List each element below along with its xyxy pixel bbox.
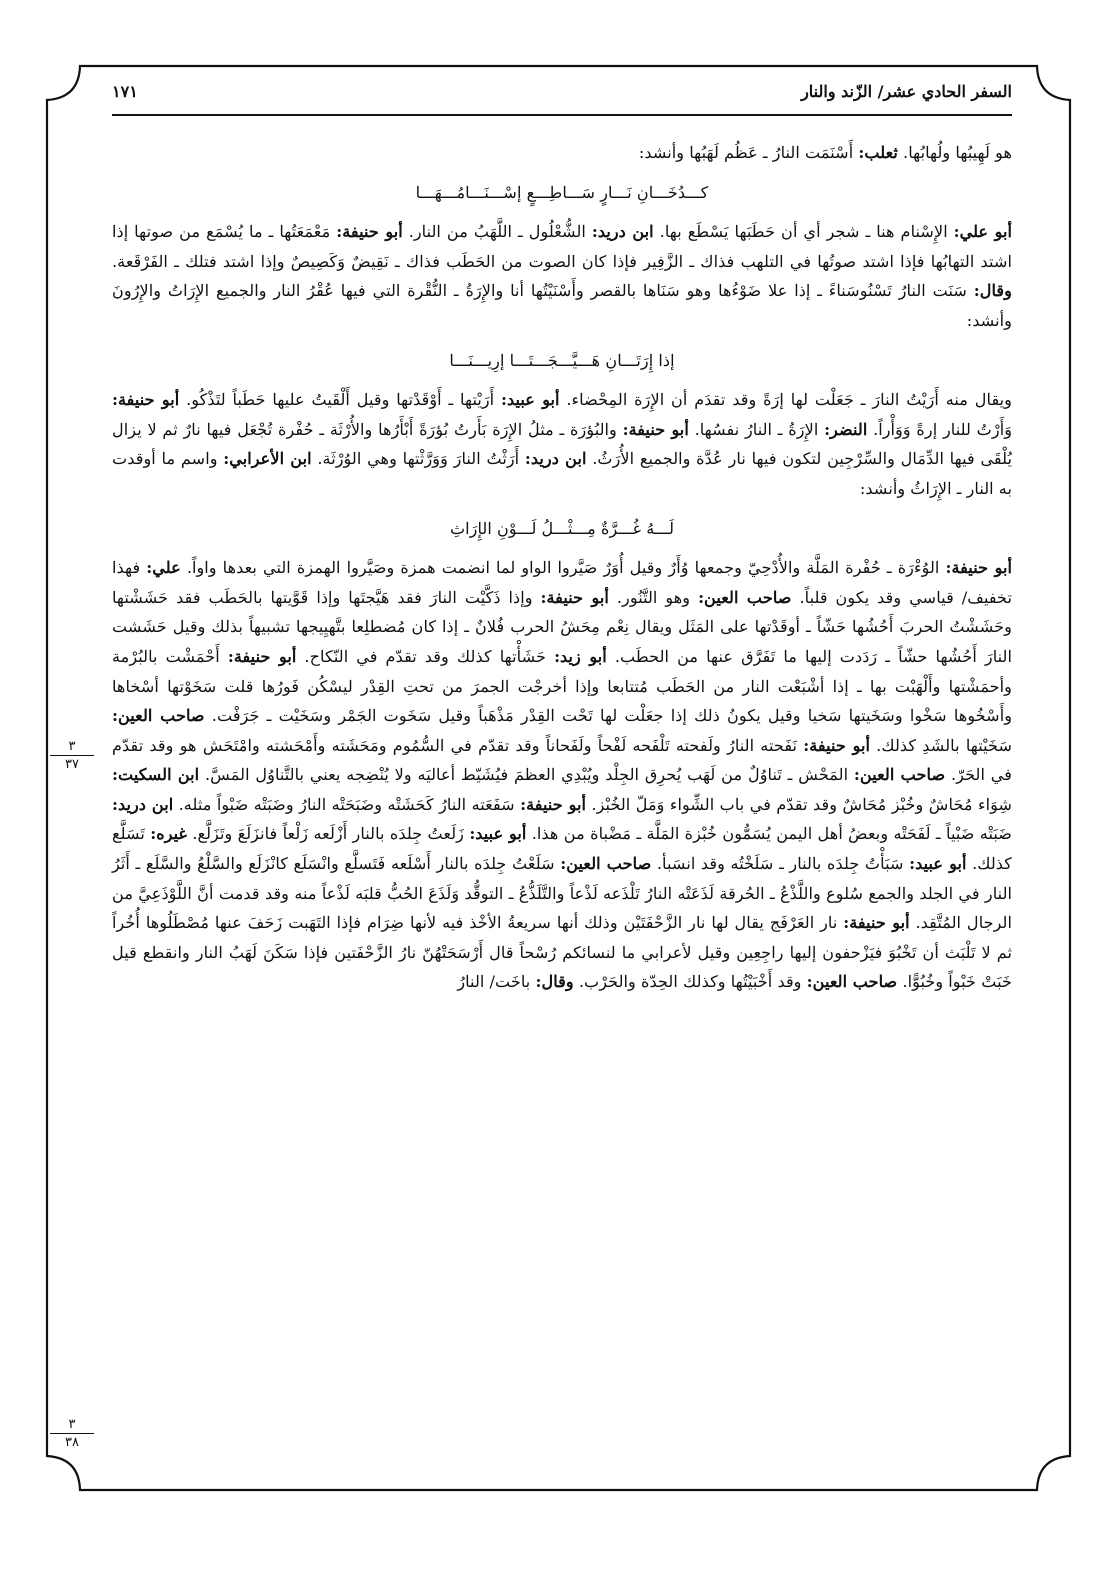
text-run: ضَبَتْه ضَبْياً ـ لَفَحَتْه وبعضُ أهل اليمن يُسَمُّون خُبْزة المَلَّة ـ مَضْباة من هذا. xyxy=(526,824,1012,844)
text-run: سَبَأْتُ جِلدَه بالنار ـ سَلَخْتُه وقد انسَبأ. xyxy=(651,854,910,874)
text-run: حَشَأْتها كذلك وقد تقدّم في النّكاح. xyxy=(296,646,555,666)
running-title: السفر الحادي عشر/ الزّند والنار xyxy=(801,81,1012,101)
folio-divider xyxy=(50,755,94,756)
margin-folio-note xyxy=(44,1418,100,1449)
speaker-label: صاحب العين: xyxy=(112,706,205,726)
text-run: أَرَثْتُ النارَ وَوَرَّثْتها وهي الوُرْثَة. xyxy=(311,449,525,469)
verse-line: كـــدُخَـــانِ نَـــارٍ سَـــاطِـــعٍ إسْـــنَـــامُـــهَـــا xyxy=(415,182,709,202)
folio-divider xyxy=(50,1433,94,1434)
text-run: المَحْش ـ تَناوُلٌ من لَهَب يُحرِق الجِلْد ويُبْدِي العظمَ فيُشَيّط أعاليَه ولا يُنْضِجه يعني بالتَّناوُل المَسَّ. xyxy=(199,765,854,785)
paragraph xyxy=(112,553,1012,997)
text-run: نَفَحته النارُ ولَفحته تَلْفَحه لَفْحاً ولَفَحاناً وقد تقدّم في السُّمُوم ومَحَشَته وأَمْحَشته وامْتَحَش هو وقد تقدّم في الحَرّ. xyxy=(112,735,1012,785)
speaker-label: صاحب العين: xyxy=(853,765,946,785)
speaker-label: صاحب العين: xyxy=(560,854,652,874)
text-run: فهذا تخفيف/ قياسي وقد يكون قلباً. xyxy=(112,558,1013,607)
text-run: سَخَيْتها بالشَدِ كذلك. xyxy=(869,735,1013,755)
paragraph xyxy=(112,138,1012,168)
paragraph xyxy=(112,217,1012,335)
text-run: باخَت/ النارُ xyxy=(457,972,536,992)
speaker-label: وقال: xyxy=(535,972,574,992)
text-run: زَلَعتُ جِلدَه بالنار أَزْلَعه زَلْعاً فانزَلَعَ وتَزَلَّع. xyxy=(187,824,470,844)
speaker-label: أبو حنيفة: xyxy=(112,390,180,410)
speaker-label: أبو حنيفة: xyxy=(622,419,689,439)
folio-bottom: ٣٧ xyxy=(65,757,79,772)
speaker-label: علي: xyxy=(146,558,181,578)
speaker-label: صاحب العين: xyxy=(806,972,898,992)
text-run: الشُّعْلُول ـ اللَّهَبُ من النار. xyxy=(402,222,592,242)
text-run: تَسَلَّع كذلك. xyxy=(112,824,1012,874)
verse-line: لَـــهُ غُـــرَّةٌ مِـــثْـــلُ لَـــوْنِ الإِرَاثِ xyxy=(449,518,675,538)
text-run: الإِرَةُ ـ النارُ نفسُها. xyxy=(688,419,825,439)
speaker-label: ابن السكيت: xyxy=(112,765,200,785)
text-run: هو لَهِيبُها ولُهابُها. xyxy=(897,143,1012,162)
folio-bottom: ٣٨ xyxy=(65,1435,79,1450)
speaker-label: ابن الأعرابي: xyxy=(223,449,312,469)
speaker-label: أبو حنيفة: xyxy=(843,913,910,933)
speaker-label: أبو حنيفة: xyxy=(945,558,1013,578)
speaker-label: أبو حنيفة: xyxy=(520,794,587,814)
text-run: مَعْمَعَتُها ـ ما يُسْمَع من صوتها إذا اشتد التهابُها فإذا اشتد صوتُها في التلهب فذاك ـ الزَّفِير فإذا كان الصوت من الحَطَب فذاك ـ نَقِيضٌ وَكَصِيصٌ وإذا اشتد فتلك ـ الفَرْقَعة. xyxy=(112,222,1013,271)
text-run: وقد أَخْبَيْتُها وكذلك الحِدّة والحَرْب. xyxy=(573,972,807,992)
paragraph xyxy=(112,385,1012,503)
header-rule xyxy=(112,114,1012,116)
speaker-label: ابن دريد: xyxy=(524,449,587,469)
text-run: شِوَاء مُحَاشٌ وخُبْز مُحَاشٌ وقد تقدّم في باب الشِّواء وَمَلّ الخُبْز. xyxy=(586,794,1013,814)
margin-folio-note xyxy=(44,740,100,771)
text-run: نار العَرْفَج يقال لها نار الزَّحْفَتَيْن وذلك أنها سريعةُ الأخْذ فيه لأنها ضِرَام فإذا التَهَبت زَحَفَ عنها مُصْطَلُوها أُخُراً ثم لا تَلْبَث أن تَخْبُوَ فيَزْحفون إليها راجِعِين وقيل لأعرابي ما لنسائكم رُسْحاً قال أَرْسَحَتْهُنّ نارُ الزَّحْفَتين فإذا سَكَنَ لَهَبُ النار وانقطع قيل خَبَتْ خَبْواً وخُبُوًّا. xyxy=(112,913,1012,992)
text-run: واسم ما أوقدت به النار ـ الإِرَاثُ وأنشد: xyxy=(112,449,1012,498)
text-run: سَفَعَته النارُ كَحَشَتْه وضَبَحَتْه النارُ وضَبَتْه ضَبْواً مثله. xyxy=(173,794,521,814)
text-run: الوُءْرَة ـ حُفْرة المَلَّة والأُدْحِيّ وجمعها وُأَرٌ وقيل أُوَرٌ صَيَّروا الواو لما انضمت همزة وصَيَّروا الهمزة التي بعدها واواً. xyxy=(180,558,946,578)
text-run: سَلَعْتُ جِلدَه بالنار أَسْلَعه فَتَسلَّع وانْسَلَع كانْزَلَع والسَّلْعُ والسَّلَع ـ أَثَرُ النار في الجلد والجمع سُلوع واللَّذْعُ ـ الحُرقة لَذَعَتْه النارُ تَلْذَعه لَذْعاً والتَّلَذُّعُ ـ التوقُّد وَلَذَعَ الحُبُّ قلبَه لَذْعاً منه وقد قدمت أنَّ اللَّوْذَعِيَّ من الرجال المُتَّقِد. xyxy=(112,854,1012,933)
speaker-label: أبو حنيفة: xyxy=(336,222,403,242)
running-header xyxy=(112,78,1012,104)
speaker-label: ثعلب: xyxy=(858,143,898,162)
speaker-label: صاحب العين: xyxy=(698,587,792,607)
speaker-label: ابن دريد: xyxy=(112,794,174,814)
text-run: الإِسْنام هنا ـ شجر أي أن حَطَبَها يَسْطَع بها. xyxy=(653,222,954,242)
speaker-label: ابن دريد: xyxy=(591,222,654,242)
speaker-label: أبو حنيفة: xyxy=(227,646,297,666)
text-run: أَرَيْتها ـ أَوْقَدْتها وقيل أَلْقَيتُ عليها حَطَباً لتَذْكُو. xyxy=(179,390,501,410)
folio-top: ٣ xyxy=(68,739,76,754)
speaker-label: أبو عبيد: xyxy=(469,824,527,844)
speaker-label: النضر: xyxy=(824,419,868,439)
text-run: أَسْنَمَت النارُ ـ عَظُم لَهَبُها وأنشد: xyxy=(638,143,859,162)
folio-top: ٣ xyxy=(68,1417,76,1432)
text-run: سَنَت النارُ تَسْنُوسَناءً ـ إذا علا ضَوْءُها وهو سَنَاها بالقصر وأَسْنَيْتُها أنا والإِرَةُ ـ النُّقْرة التي فيها عُقْرُ النار والجميع الإِرَاتُ والإِرُونَ وأنشد: xyxy=(112,281,1012,330)
speaker-label: أبو حنيفة: xyxy=(540,587,609,607)
page-body xyxy=(112,138,1012,1007)
text-run: وهو التَّنُور. xyxy=(608,587,699,607)
speaker-label: أبو علي: xyxy=(953,222,1012,242)
speaker-label: أبو حنيفة: xyxy=(803,735,870,755)
text-run: والبُؤرَة ـ مثلُ الإِرَة بَأَرتُ بُؤرَةً أَبْأَرُها والأُرْثَة ـ حُفْرة تُجْعَل فيها نارٌ ثم لا يزال يُلْقَى فيها الدِّمَال والسِّرْجِين لتكون فيها نار عُدَّة والجميع الأُرَثُ. xyxy=(112,419,1012,469)
verse-line: إذا إِرَتَـــانِ هَـــيَّـــجَـــتَـــا إرِيـــنَـــا xyxy=(449,350,675,370)
text-run: وَأَرْتُ للنار إرةً وَوَأْراً. xyxy=(867,419,1013,439)
speaker-label: وقال: xyxy=(973,281,1012,301)
speaker-label: أبو عبيد: xyxy=(909,854,967,874)
text-run: ويقال منه أَرَيْتُ النارَ ـ جَعَلْت لها إرَةً وقد تقدَم أن الإِرَة المِحْضاء. xyxy=(559,390,1012,410)
text-run: أَحْمَشْت بالبُرْمة وأحمَشْتها وأَلْهَبْت بها ـ إذا أشْبَعْت النار من الحَطَب مُتتابعا وإذا أخرجْت الجمرَ من تحتِ القِدْر ليسْكُن فَورُها قلت سَخَوْتها أسْخاها وأَسْخُوها سَخْوا وسَخَيتها سَخيا وقيل يكونُ ذلك إذا جعَلْت لها تَحْت القِدْر مَذْهَباً وقيل سَخَوت الجَمْر وسَخَيْت ـ جَرَفْت. xyxy=(112,646,1013,726)
page-number: ١٧١ xyxy=(112,81,138,101)
speaker-label: غيره: xyxy=(150,824,188,844)
speaker-label: أبو عبيد: xyxy=(500,390,560,410)
speaker-label: أبو زيد: xyxy=(554,646,607,666)
text-run: وإذا ذَكَّيْت النارَ فقد هَيَّجتَها وإذا قَوَّيتها بالحَطَب فقد حَشَشْتها وحَشَشْتُ الحربَ أَحُشُها حَشّاً ـ أوقَدْتها على المَثَل ويقال نِعْم مِحَشُ الحرب فُلانٌ ـ إذا كان مُضطلِعا بتَّهيِيجها تشبيهاً بذلك وقيل حَشَشت النارَ أَحُشُها حشّاً ـ رَدَدت إليها ما تَفَرَّق عنها من الحطَب. xyxy=(112,587,1012,666)
